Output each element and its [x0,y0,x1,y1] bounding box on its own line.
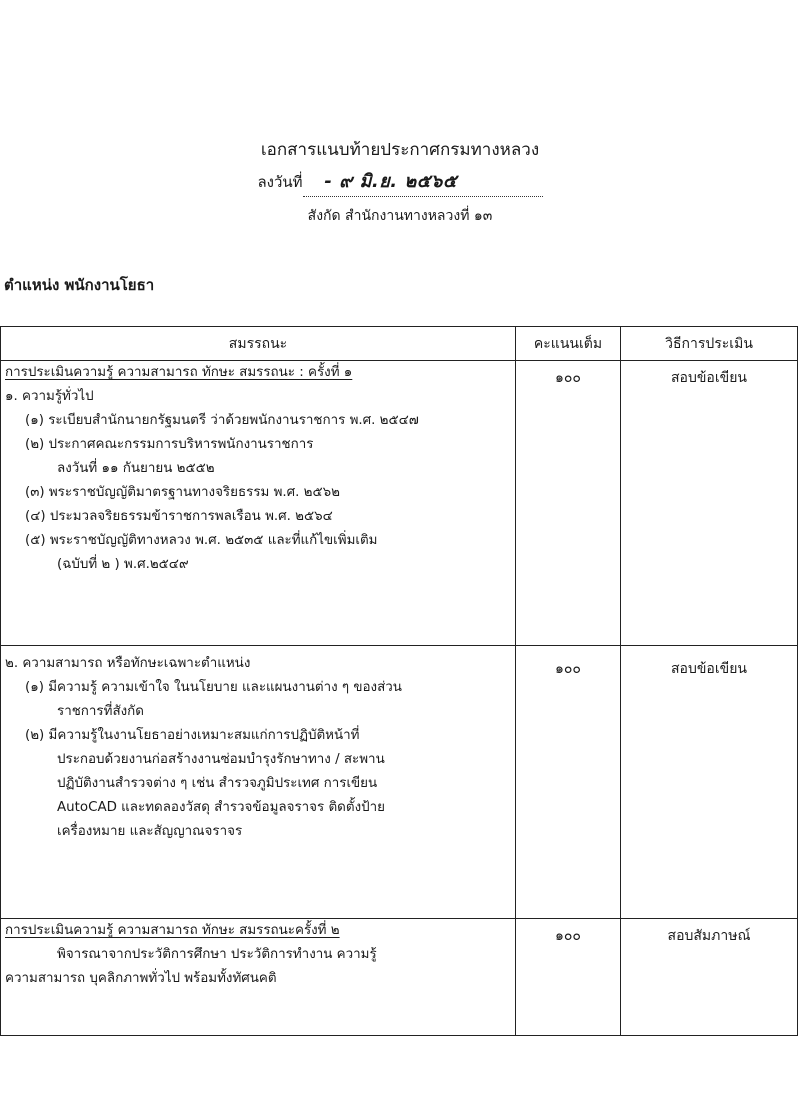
date-label: ลงวันที่ [257,173,303,191]
list-item: (๑) มีความรู้ ความเข้าใจ ในนโยบาย และแผนงานต่าง ๆ ของส่วน [25,680,402,695]
list-item: (๔) ประมวลจริยธรรมข้าราชการพลเรือน พ.ศ. ๒๕๖๔ [25,509,333,524]
list-item-continuation: ปฏิบัติงานสำรวจต่าง ๆ เช่น สำรวจภูมิประเทศ การเขียน [57,776,378,791]
table-row [1,919,798,1036]
competency-cell [1,919,516,1036]
method-value: สอบข้อเขียน [671,661,747,677]
list-item-continuation: AutoCAD และทดลองวัสดุ สำรวจข้อมูลจราจร ติดตั้งป้าย [57,800,385,815]
date-field [303,166,543,197]
method-cell: สอบสัมภาษณ์ [621,919,798,1036]
date-line [0,166,800,197]
score-cell: ๑๐๐ [516,919,621,1036]
list-item-continuation: ราชการที่สังกัด [57,704,144,719]
position-title: ตำแหน่ง พนักงานโยธา [4,276,155,294]
list-item: (๓) พระราชบัญญัติมาตรฐานทางจริยธรรม พ.ศ. ๒๕๖๒ [25,485,340,500]
table-row [1,646,798,919]
competency-table [0,326,798,1036]
competency-cell [1,646,516,919]
header-competency: สมรรถนะ [1,327,516,361]
section-title: การประเมินความรู้ ความสามารถ ทักษะ สมรรถนะครั้งที่ ๒ [5,923,340,938]
method-cell: สอบข้อเขียน [621,361,798,646]
list-item-continuation: ประกอบด้วยงานก่อสร้างงานซ่อมบำรุงรักษาทาง / สะพาน [57,752,385,767]
list-item: (๕) พระราชบัญญัติทางหลวง พ.ศ. ๒๕๓๕ และที่แก้ไขเพิ่มเติม [25,533,378,548]
text-line: ความสามารถ บุคลิกภาพทั่วไป พร้อมทั้งทัศนคติ [5,971,277,986]
score-cell: ๑๐๐ [516,361,621,646]
item-heading: ๑. ความรู้ทั่วไป [5,389,94,404]
header-method: วิธีการประเมิน [621,327,798,361]
method-cell [621,646,798,919]
list-item-continuation: ลงวันที่ ๑๑ กันยายน ๒๕๕๒ [57,461,215,476]
list-item: (๑) ระเบียบสำนักนายกรัฐมนตรี ว่าด้วยพนักงานราชการ พ.ศ. ๒๕๔๗ [25,413,419,428]
competency-cell [1,361,516,646]
list-item-continuation: เครื่องหมาย และสัญญาณจราจร [57,824,243,839]
table-row [1,361,798,646]
agency-line: สังกัด สำนักงานทางหลวงที่ ๑๓ [307,208,493,224]
score-value: ๑๐๐ [555,661,581,677]
score-cell [516,646,621,919]
text-line: พิจารณาจากประวัติการศึกษา ประวัติการทำงาน ความรู้ [57,947,377,962]
section-title: การประเมินความรู้ ความสามารถ ทักษะ สมรรถนะ : ครั้งที่ ๑ [5,365,353,380]
header-full-score: คะแนนเต็ม [516,327,621,361]
handwritten-date: - ๙ มิ.ย. ๒๕๖๕ [324,171,457,192]
table-header-row [1,327,798,361]
list-item: (๒) มีความรู้ในงานโยธาอย่างเหมาะสมแก่การปฏิบัติหน้าที่ [25,728,360,743]
list-item: (๒) ประกาศคณะกรรมการบริหารพนักงานราชการ [25,437,314,452]
item-heading: ๒. ความสามารถ หรือทักษะเฉพาะตำแหน่ง [5,656,251,671]
document-title: เอกสารแนบท้ายประกาศกรมทางหลวง [260,140,540,160]
list-item-continuation: (ฉบับที่ ๒ ) พ.ศ.๒๕๔๙ [57,557,189,572]
